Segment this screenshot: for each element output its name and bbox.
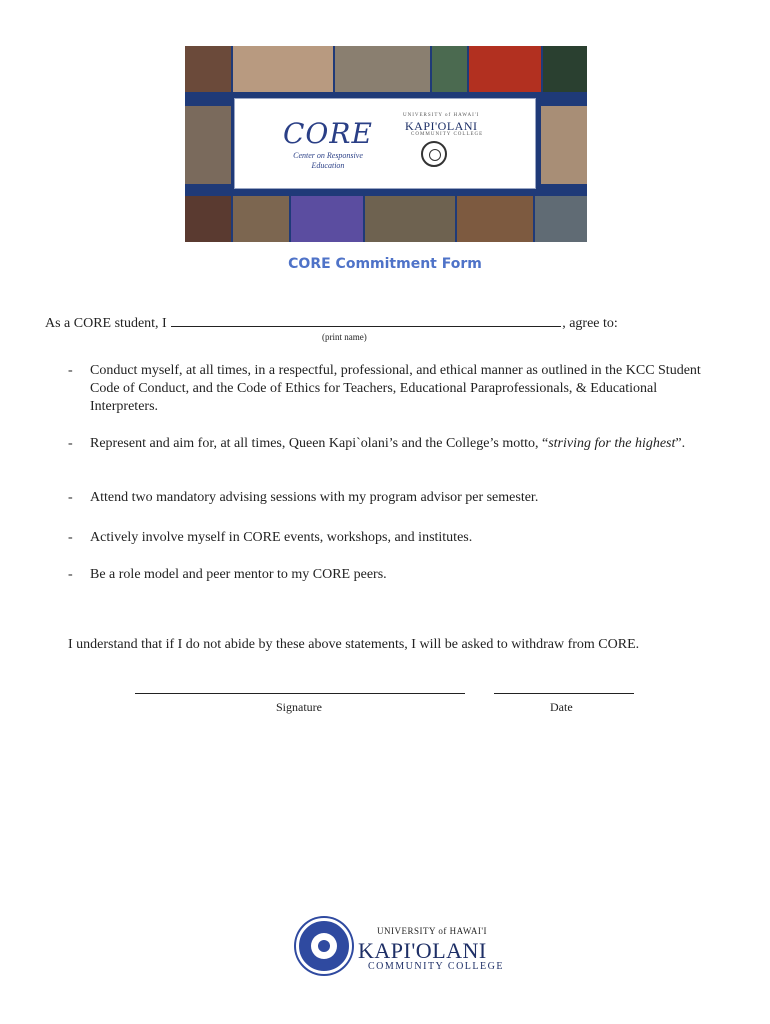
- intro-line: [45, 314, 618, 332]
- print-name-label: (print name): [322, 332, 367, 342]
- photo-tile: [185, 46, 231, 92]
- list-dash: -: [68, 436, 73, 451]
- photo-tile: [365, 196, 455, 242]
- photo-tile: [469, 46, 541, 92]
- motto-text-end: ”.: [675, 436, 686, 451]
- list-item-text: Conduct myself, at all times, in a respectful, professional, and ethical manner as outlined in the KCC Student Code of Conduct, and the Code of Ethics for Teachers, Educational Paraprofessionals, & Educational Interpreters.: [90, 363, 701, 414]
- date-field[interactable]: [494, 693, 634, 694]
- signature-label: Signature: [276, 700, 322, 714]
- list-item-text: Be a role model and peer mentor to my CORE peers.: [90, 567, 387, 582]
- photo-tile: [185, 106, 231, 184]
- list-dash: -: [68, 567, 73, 582]
- kcc-small-university: UNIVERSITY of HAWAI'I: [403, 113, 480, 118]
- core-subtitle: Center on Responsive Education: [293, 151, 363, 170]
- form-title: CORE Commitment Form: [288, 256, 482, 272]
- kcc-small-name: KAPI'OLANI: [405, 119, 478, 133]
- photo-tile: [457, 196, 533, 242]
- understand-statement: I understand that if I do not abide by these above statements, I will be asked to withdraw from CORE.: [68, 637, 640, 652]
- photo-tile: [432, 46, 467, 92]
- photo-tile: [291, 196, 363, 242]
- list-dash: -: [68, 530, 73, 545]
- signature-field[interactable]: [135, 693, 465, 694]
- university-seal-icon: [296, 918, 352, 974]
- list-item: [68, 489, 708, 507]
- motto-italic: striving for the highest: [548, 436, 676, 451]
- photo-tile: [233, 196, 289, 242]
- footer-college-type: COMMUNITY COLLEGE: [368, 961, 504, 972]
- motto-text-start: Represent and aim for, at all times, Queen Kapi`olani’s and the College’s motto, “: [90, 436, 549, 451]
- list-item-text: [90, 435, 705, 453]
- seal-inner-ring: [311, 933, 337, 959]
- list-item: [68, 566, 708, 584]
- photo-tile: [335, 46, 430, 92]
- list-item: [68, 529, 708, 547]
- footer-university: UNIVERSITY of HAWAI'I: [377, 926, 488, 936]
- photo-tile: [541, 106, 587, 184]
- print-name-field[interactable]: [171, 314, 561, 327]
- photo-tile: [543, 46, 587, 92]
- list-item: [68, 362, 708, 418]
- intro-suffix: , agree to:: [562, 316, 618, 331]
- kcc-small-college: COMMUNITY COLLEGE: [411, 132, 484, 137]
- list-dash: -: [68, 490, 73, 505]
- photo-tile: [185, 196, 231, 242]
- intro-prefix: As a CORE student, I: [45, 316, 167, 331]
- list-item-text: Actively involve myself in CORE events, workshops, and institutes.: [90, 530, 473, 545]
- photo-tile: [535, 196, 587, 242]
- photo-tile: [233, 46, 333, 92]
- date-label: Date: [550, 700, 573, 714]
- core-logo: CORE: [283, 117, 373, 150]
- list-dash: -: [68, 363, 73, 378]
- header-banner: [185, 46, 587, 242]
- seal-core: [318, 940, 330, 952]
- footer-college-name: KAPI'OLANI: [358, 938, 487, 963]
- banner-logo-panel: [234, 98, 536, 189]
- seal-icon: [421, 141, 447, 167]
- list-item-text: Attend two mandatory advising sessions with my program advisor per semester.: [90, 490, 539, 505]
- list-item: [68, 435, 708, 473]
